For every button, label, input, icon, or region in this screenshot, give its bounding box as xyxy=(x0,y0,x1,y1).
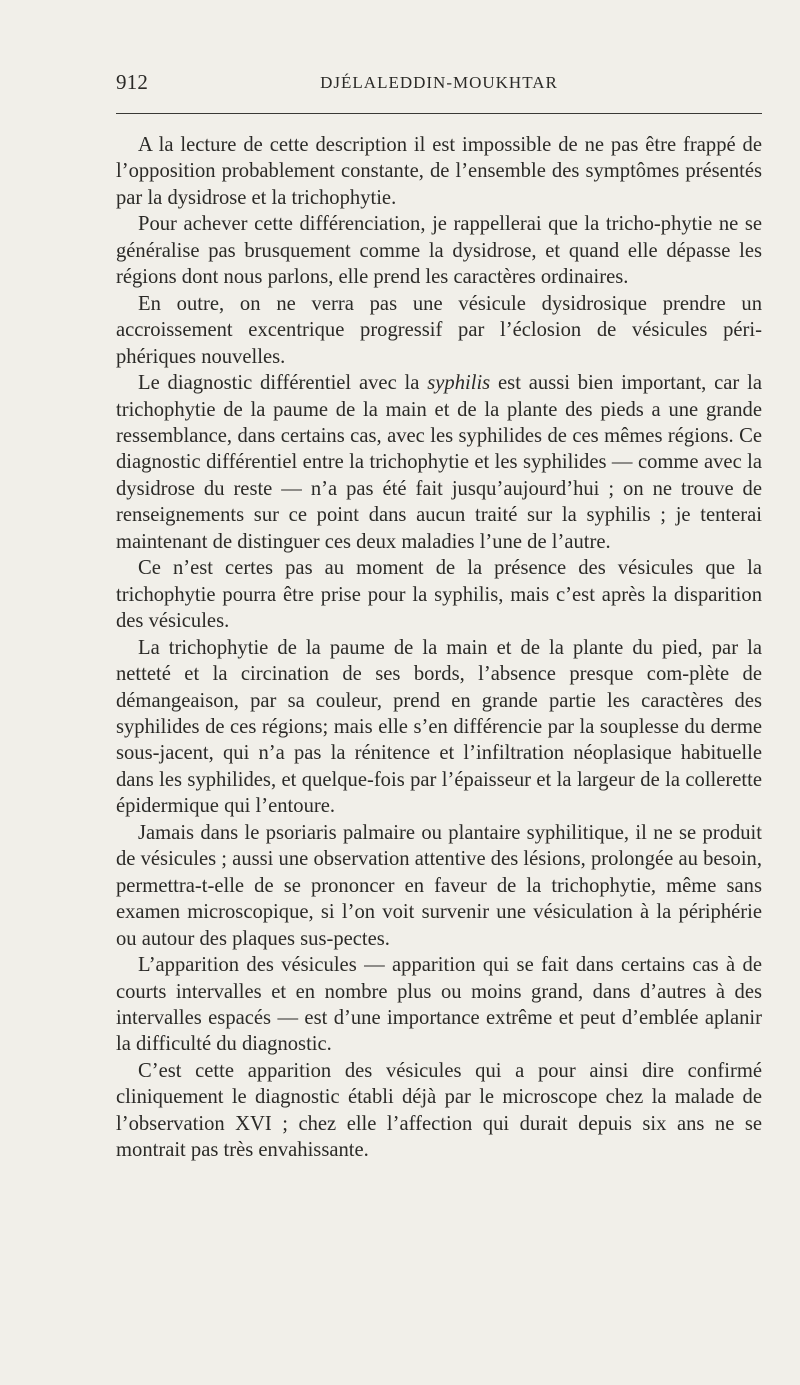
page-header xyxy=(116,70,762,102)
paragraph-8: L’apparition des vésicules — apparition qui se fait dans certains cas à de courts intervalles et en nombre plus ou moins grand, dans d’autres à des intervalles espacés — est d’une importance extrême et peut d’emblée aplanir la difficulté du diagnostic. xyxy=(116,954,762,1056)
paragraph-3: En outre, on ne verra pas une vésicule dysidrosique prendre un accroissement excentrique progressif par l’éclosion de vésicules péri-phériques nouvelles. xyxy=(116,292,762,368)
page-number: 912 xyxy=(116,70,149,94)
paragraph-6: La trichophytie de la paume de la main et de la plante du pied, par la netteté et la circination de ses bords, l’absence presque com-plète de démangeaison, par sa couleur, prend en grande partie les caractères des syphilides de ces régions; mais elle s’en différencie par la souplesse du derme sous-jacent, qui n’a pas la rénitence et l’infiltration néoplasique habituelle dans les syphilides, et quelque-fois par l’épaisseur et la largeur de la collerette épidermique qui l’entoure. xyxy=(116,636,762,818)
paragraph-4 xyxy=(116,370,762,555)
body-text xyxy=(116,132,762,1164)
paragraph-4-rest: est aussi bien important, car la trichophytie de la paume de la main et de la plante des pieds a une grande ressemblance, dans certains cas, avec les syphilides de ces mêmes régions. Ce diagnostic différentiel entre la trichophytie et les syphilides — comme avec la dysidrose du reste — n’a pas été fait jusqu’aujourd’hui ; on ne trouve de renseignements sur ce point dans aucun traité sur la syphilis ; je tenterai maintenant de distinguer ces deux maladies l’une de l’autre. xyxy=(116,372,762,553)
paragraph-2: Pour achever cette différenciation, je rappellerai que la tricho-phytie ne se généralise pas brusquement comme la dysidrose, et quand elle dépasse les régions dont nous parlons, elle prend les caractères ordinaires. xyxy=(116,213,762,289)
syphilis-term: syphilis xyxy=(427,372,491,395)
header-rule xyxy=(116,113,762,114)
paragraph-4-lead: Le diagnostic différentiel avec la xyxy=(138,372,428,395)
running-head: DJÉLALEDDIN-MOUKHTAR xyxy=(320,73,558,92)
paragraph-5: Ce n’est certes pas au moment de la présence des vésicules que la trichophytie pourra être prise pour la syphilis, mais c’est après la disparition des vésicules. xyxy=(116,557,762,633)
paragraph-1: A la lecture de cette description il est impossible de ne pas être frappé de l’opposition probablement constante, de l’ensemble des symptômes présentés par la dysidrose et la trichophytie. xyxy=(116,134,762,209)
paragraph-7: Jamais dans le psoriaris palmaire ou plantaire syphilitique, il ne se produit de vésicules ; aussi une observation attentive des lésions, prolongée au besoin, permettra-t-elle de se prononcer en faveur de la trichophytie, même sans examen microscopique, si l’on voit survenir une vésiculation à la périphérie ou autour des plaques sus-pectes. xyxy=(116,821,762,950)
paragraph-9: C’est cette apparition des vésicules qui a pour ainsi dire confirmé cliniquement le diagnostic établi déjà par le microscope chez la malade de l’observation XVI ; chez elle l’affection qui durait depuis six ans ne se montrait pas très envahissante. xyxy=(116,1059,762,1162)
